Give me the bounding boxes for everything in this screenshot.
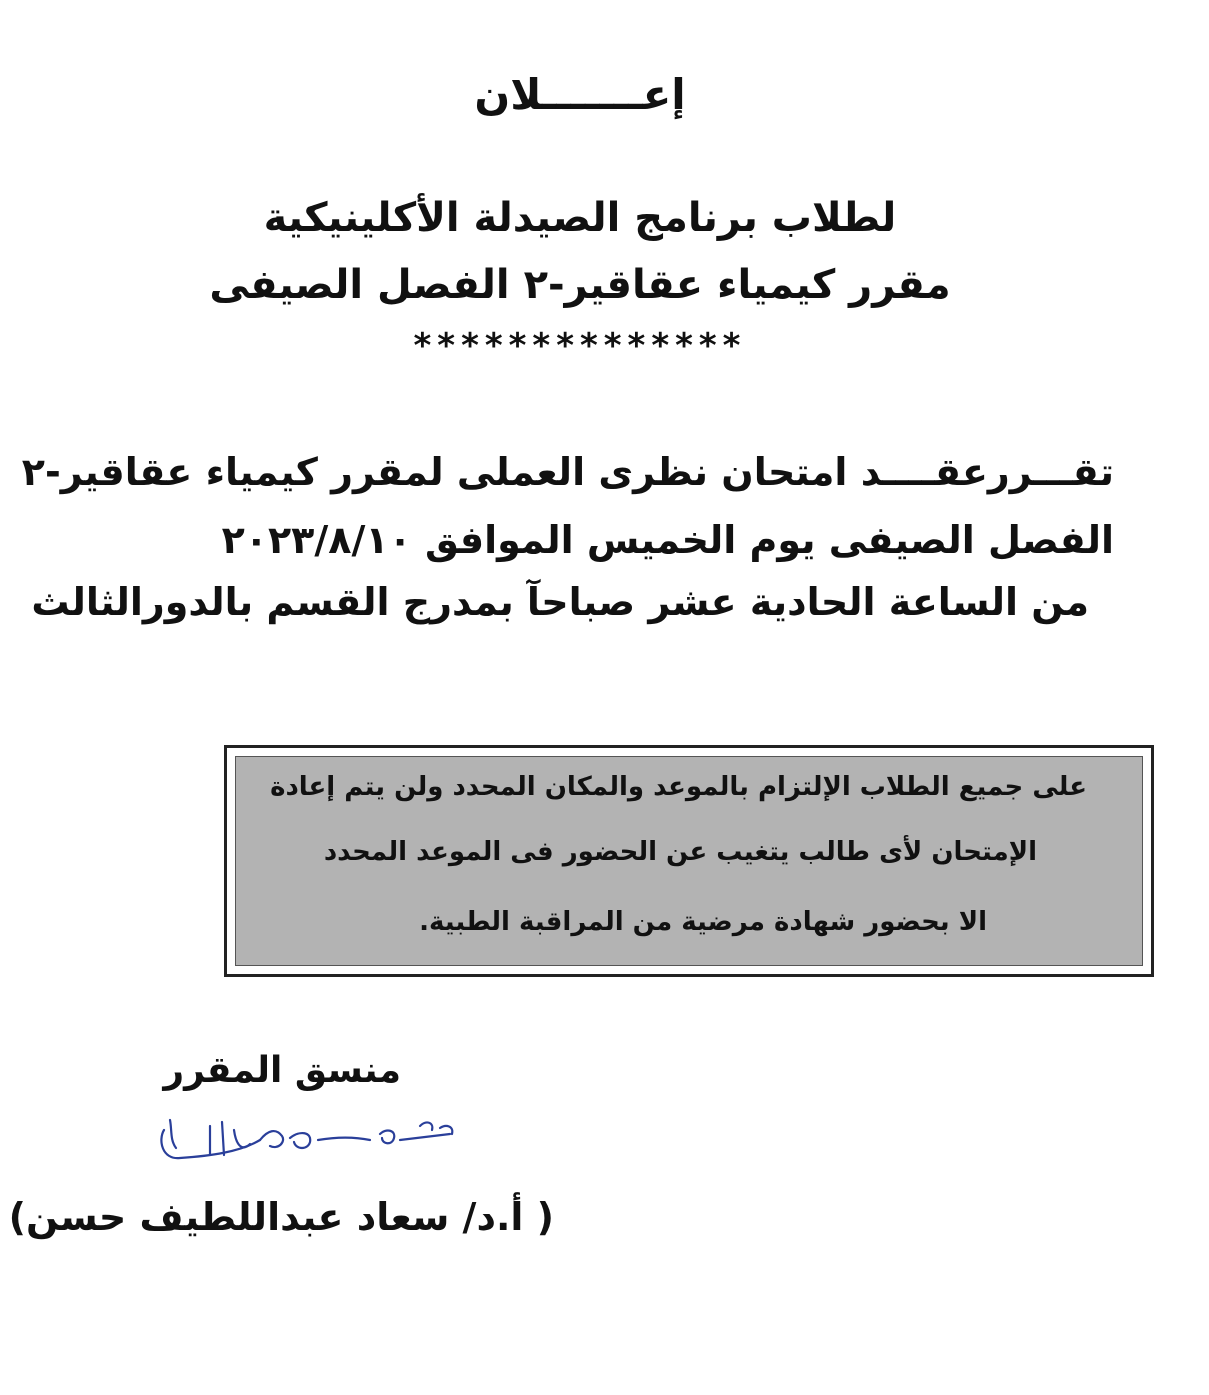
exam-line-3: من الساعة الحادية عشر صباحآ بمدرج القسم بالدورالثالث bbox=[31, 580, 1089, 624]
notice-line-3: الا بحضور شهادة مرضية من المراقبة الطبية. bbox=[419, 907, 987, 937]
notice-box bbox=[235, 756, 1143, 966]
notice-line-1: على جميع الطلاب الإلتزام بالموعد والمكان المحدد ولن يتم إعادة bbox=[270, 772, 1087, 802]
exam-line-1: تقـــررعقــــد امتحان نظرى العملى لمقرر كيمياء عقاقير-٢ bbox=[21, 450, 1114, 494]
handwritten-signature bbox=[150, 1100, 470, 1180]
notice-line-2: الإمتحان لأى طالب يتغيب عن الحضور فى الموعد المحدد bbox=[323, 837, 1037, 867]
coordinator-title: منسق المقرر bbox=[163, 1050, 401, 1091]
separator-stars: ************** bbox=[413, 326, 747, 366]
professor-name: ( أ.د/ سعاد عبداللطيف حسن) bbox=[8, 1195, 554, 1239]
course-heading: مقرر كيمياء عقاقير-٢ الفصل الصيفى bbox=[209, 262, 951, 308]
program-heading: لطلاب برنامج الصيدلة الأكلينيكية bbox=[263, 195, 897, 241]
exam-line-2: الفصل الصيفى يوم الخميس الموافق ٢٠٢٣/٨/١٠ bbox=[221, 518, 1114, 562]
announcement-title: إعـــــــلان bbox=[474, 70, 686, 119]
notice-frame bbox=[224, 745, 1154, 977]
